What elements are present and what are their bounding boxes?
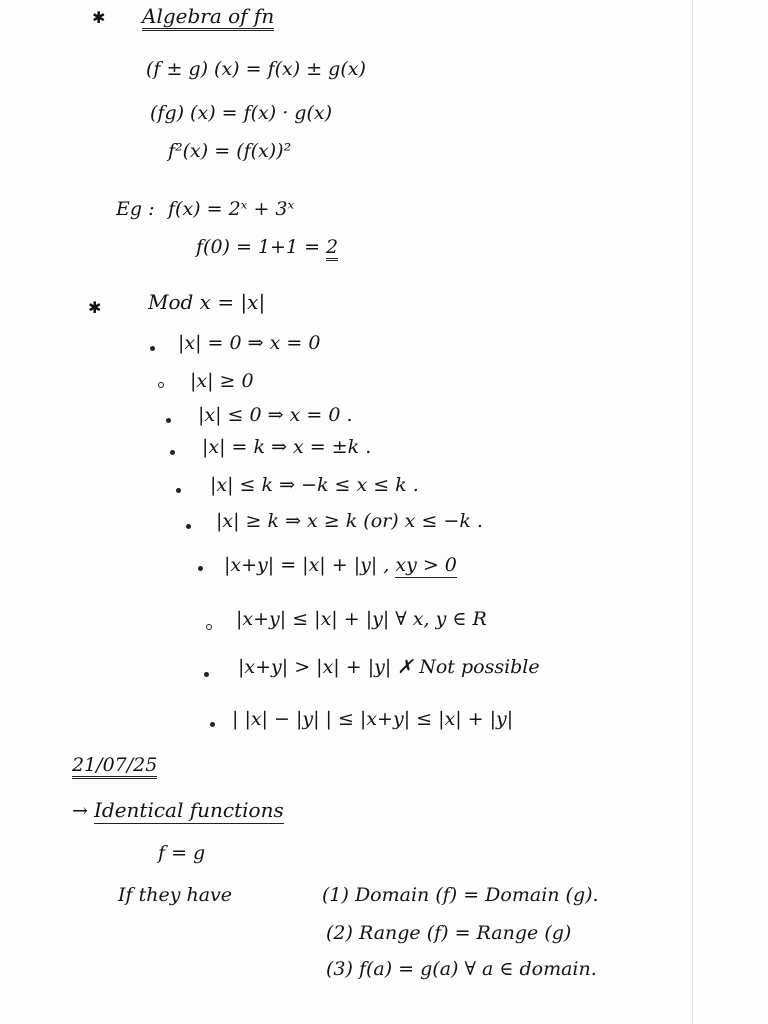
bullet-icon bbox=[186, 524, 191, 529]
mod-heading: Mod x = |x| bbox=[148, 290, 266, 314]
mod-property-7-text: |x+y| = |x| + |y| , bbox=[224, 554, 390, 576]
mod-property-8: |x+y| ≤ |x| + |y| ∀ x, y ∈ R bbox=[236, 608, 487, 630]
mod-property-2: |x| ≥ 0 bbox=[190, 370, 254, 392]
identical-heading bbox=[94, 798, 284, 822]
algebra-sum-rule: (f ± g) (x) = f(x) ± g(x) bbox=[146, 58, 366, 80]
example-evaluation bbox=[196, 236, 338, 258]
mod-property-1: |x| = 0 ⇒ x = 0 bbox=[178, 332, 321, 354]
example-label: Eg : bbox=[116, 198, 155, 220]
mod-property-10: | |x| − |y| | ≤ |x+y| ≤ |x| + |y| bbox=[232, 708, 514, 730]
identical-equation: f = g bbox=[158, 842, 206, 864]
example-function: f(x) = 2ˣ + 3ˣ bbox=[168, 198, 295, 220]
bullet-icon bbox=[176, 488, 181, 493]
example-evaluation-text: f(0) = 1+1 = bbox=[196, 236, 327, 258]
bullet-icon bbox=[204, 672, 209, 677]
algebra-product-rule: (fg) (x) = f(x) · g(x) bbox=[150, 102, 332, 124]
mod-property-7 bbox=[224, 554, 457, 576]
condition-range: (2) Range (f) = Range (g) bbox=[326, 922, 572, 944]
bullet-icon bbox=[206, 624, 212, 630]
condition-domain: (1) Domain (f) = Domain (g). bbox=[322, 884, 599, 906]
mod-property-7-condition: xy > 0 bbox=[395, 554, 457, 576]
asterisk-marker-icon: ✱ bbox=[92, 8, 106, 27]
mod-property-6: |x| ≥ k ⇒ x ≥ k (or) x ≤ −k . bbox=[216, 510, 483, 532]
date-stamp-text: 21/07/25 bbox=[72, 754, 157, 779]
mod-property-3: |x| ≤ 0 ⇒ x = 0 . bbox=[198, 404, 353, 426]
mod-property-5: |x| ≤ k ⇒ −k ≤ x ≤ k . bbox=[210, 474, 419, 496]
mod-property-9: |x+y| > |x| + |y| ✗ Not possible bbox=[238, 656, 540, 678]
bullet-icon bbox=[198, 566, 203, 571]
algebra-square-rule: f²(x) = (f(x))² bbox=[168, 140, 292, 162]
identical-heading-text: Identical functions bbox=[94, 798, 284, 822]
condition-values: (3) f(a) = g(a) ∀ a ∈ domain. bbox=[326, 958, 597, 980]
example-answer: 2 bbox=[326, 236, 338, 261]
arrow-icon: → bbox=[72, 800, 88, 822]
asterisk-marker-icon: ✱ bbox=[88, 298, 102, 317]
page-edge-divider bbox=[692, 0, 693, 1024]
mod-property-4: |x| = k ⇒ x = ±k . bbox=[202, 436, 372, 458]
identical-intro: If they have bbox=[118, 884, 233, 906]
bullet-icon bbox=[158, 382, 164, 388]
bullet-icon bbox=[170, 450, 175, 455]
date-stamp bbox=[72, 754, 157, 776]
bullet-icon bbox=[150, 346, 155, 351]
algebra-heading-text: Algebra of fn bbox=[142, 4, 274, 31]
bullet-icon bbox=[166, 418, 171, 423]
bullet-icon bbox=[210, 722, 215, 727]
algebra-heading bbox=[142, 4, 274, 28]
